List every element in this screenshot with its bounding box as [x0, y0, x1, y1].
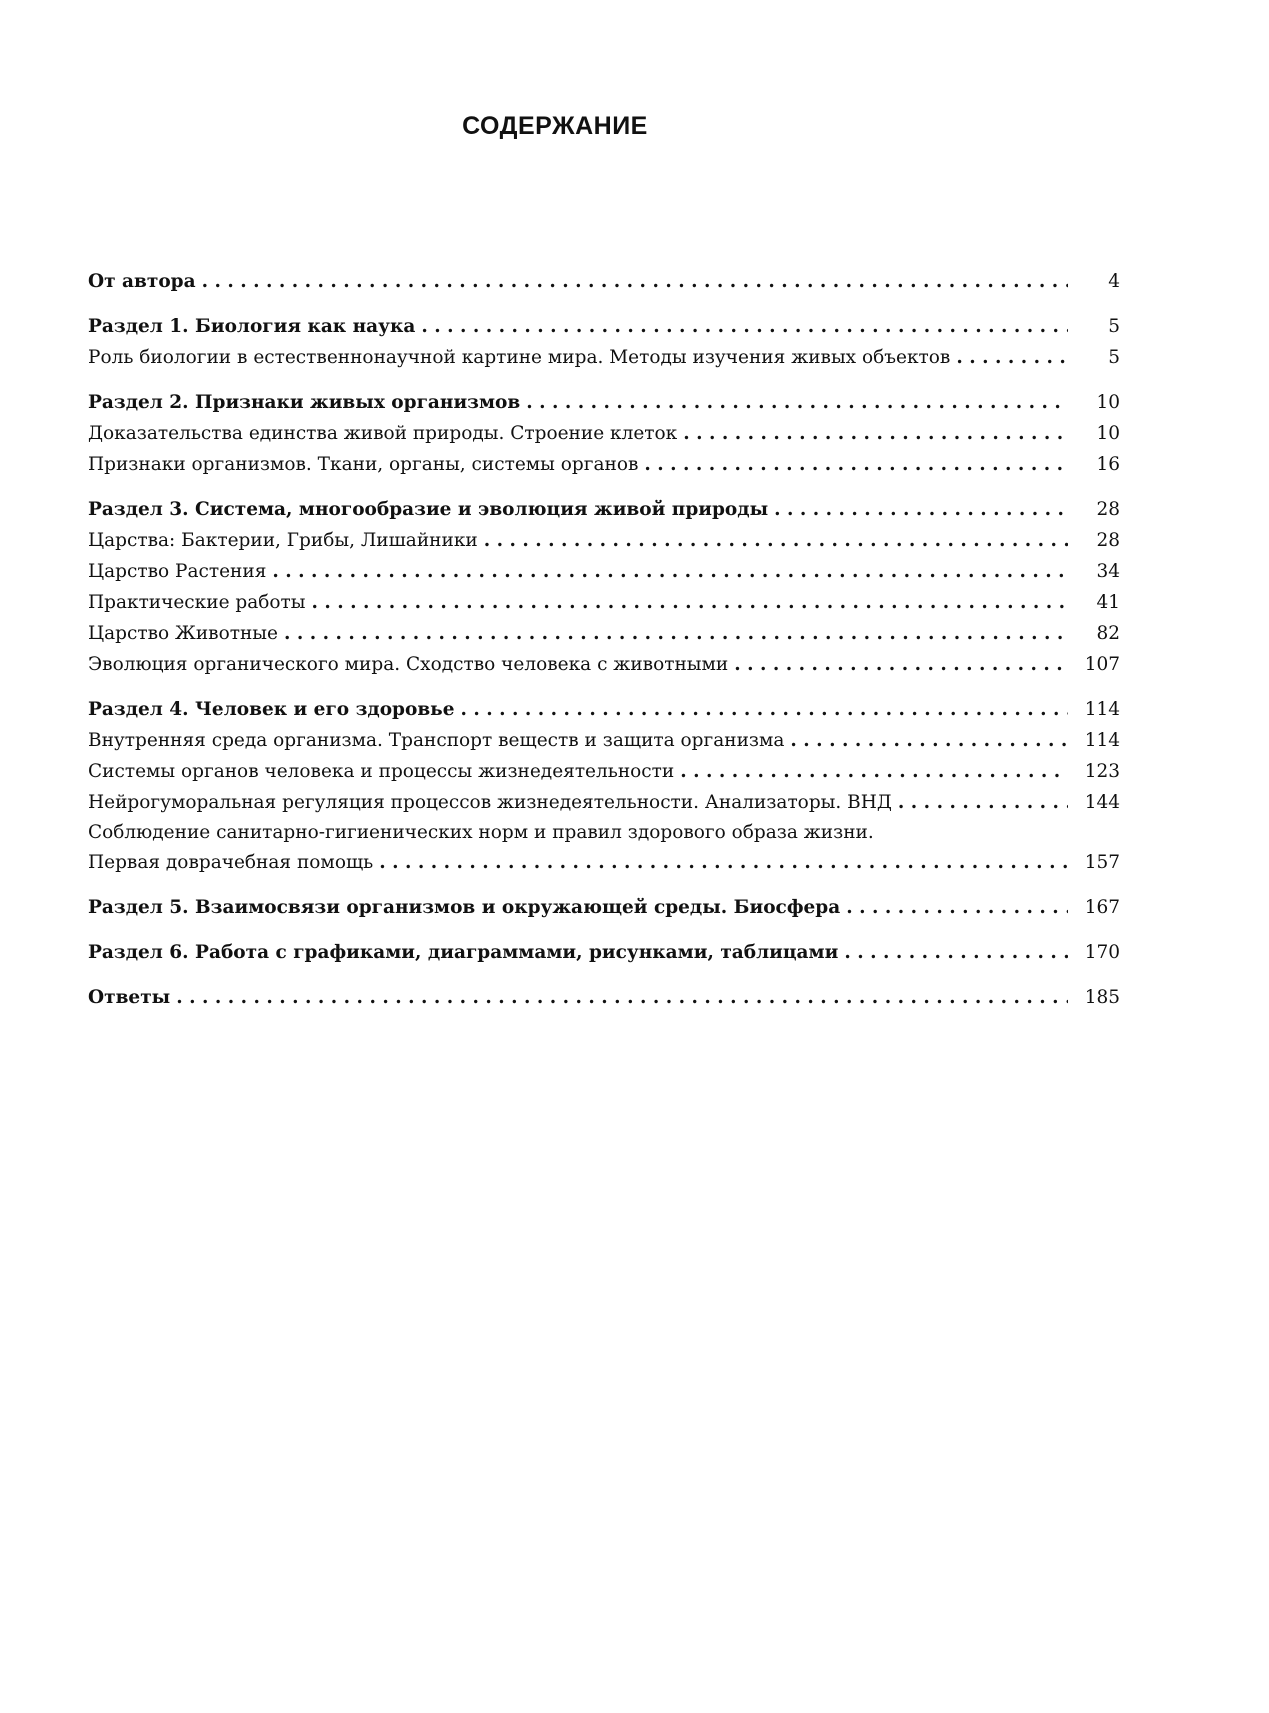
toc-entry-section-3-1[interactable]	[88, 525, 1120, 556]
toc-entry-label: Царство Животные	[88, 623, 278, 644]
toc-entry-section-4-4-line1[interactable]: Соблюдение санитарно-гигиенических норм и правил здорового образа жизни.	[88, 822, 874, 843]
toc-page-number: 170	[1084, 942, 1120, 963]
toc-entry-label: Ответы	[88, 987, 171, 1008]
dot-leader	[844, 937, 1068, 968]
toc-entry-section-4-1[interactable]	[88, 725, 1120, 756]
dot-leader	[379, 847, 1068, 878]
toc-page-number: 5	[1108, 347, 1120, 368]
dot-leader	[202, 266, 1068, 297]
dot-leader	[734, 649, 1068, 680]
toc-entry-section-2-1[interactable]	[88, 418, 1120, 449]
toc-entry-section-4-3[interactable]	[88, 787, 1120, 818]
toc-page-number: 144	[1084, 792, 1120, 813]
toc-page-number: 157	[1084, 852, 1120, 873]
toc-page-number: 28	[1096, 530, 1120, 551]
dot-leader	[284, 618, 1068, 649]
dot-leader	[683, 418, 1068, 449]
dot-leader	[526, 387, 1068, 418]
dot-leader	[312, 587, 1068, 618]
toc-entry-label: Раздел 4. Человек и его здоровье	[88, 699, 455, 720]
dot-leader	[774, 494, 1068, 525]
dot-leader	[790, 725, 1068, 756]
toc-page-number: 123	[1084, 761, 1120, 782]
toc-entry-section-4-4[interactable]	[88, 847, 1120, 878]
toc-entry-label: Доказательства единства живой природы. Строение клеток	[88, 423, 678, 444]
toc-page-number: 10	[1096, 423, 1120, 444]
toc-entry-label: Раздел 2. Признаки живых организмов	[88, 392, 521, 413]
toc-page-number: 167	[1084, 897, 1120, 918]
toc-entry-section-2[interactable]	[88, 387, 1120, 418]
toc-entry-section-3-5[interactable]	[88, 649, 1120, 680]
toc-entry-label: Системы органов человека и процессы жизнедеятельности	[88, 761, 675, 782]
table-of-contents	[88, 266, 1120, 1013]
toc-entry-answers[interactable]	[88, 982, 1120, 1013]
toc-entry-section-3[interactable]	[88, 494, 1120, 525]
toc-entry-label: Роль биологии в естественнонаучной картине мира. Методы изучения живых объектов	[88, 347, 951, 368]
dot-leader	[461, 694, 1069, 725]
toc-entry-label: Практические работы	[88, 592, 306, 613]
dot-leader	[421, 311, 1068, 342]
toc-entry-section-5[interactable]	[88, 892, 1120, 923]
toc-page-number: 28	[1096, 499, 1120, 520]
toc-entry-section-4-2[interactable]	[88, 756, 1120, 787]
toc-page-number: 34	[1096, 561, 1120, 582]
dot-leader	[644, 449, 1068, 480]
toc-entry-label: Раздел 3. Система, многообразие и эволюция живой природы	[88, 499, 769, 520]
dot-leader	[846, 892, 1068, 923]
toc-entry-from-author[interactable]	[88, 266, 1120, 297]
dot-leader	[898, 787, 1068, 818]
dot-leader	[272, 556, 1068, 587]
toc-entry-section-2-2[interactable]	[88, 449, 1120, 480]
toc-entry-section-3-3[interactable]	[88, 587, 1120, 618]
toc-entry-label: От автора	[88, 271, 196, 292]
toc-page-number: 114	[1084, 730, 1120, 751]
toc-entry-label: Первая доврачебная помощь	[88, 852, 374, 873]
toc-entry-section-3-2[interactable]	[88, 556, 1120, 587]
toc-page-number: 10	[1096, 392, 1120, 413]
toc-entry-label: Раздел 6. Работа с графиками, диаграммами, рисунками, таблицами	[88, 942, 839, 963]
toc-entry-section-6[interactable]	[88, 937, 1120, 968]
toc-entry-label: Царства: Бактерии, Грибы, Лишайники	[88, 530, 478, 551]
toc-entry-label: Эволюция органического мира. Сходство человека с животными	[88, 654, 729, 675]
toc-page-number: 185	[1084, 987, 1120, 1008]
dot-leader	[176, 982, 1068, 1013]
toc-entry-section-4[interactable]	[88, 694, 1120, 725]
toc-entry-label: Признаки организмов. Ткани, органы, системы органов	[88, 454, 639, 475]
toc-page-number: 41	[1096, 592, 1120, 613]
dot-leader	[680, 756, 1068, 787]
toc-page-number: 4	[1108, 271, 1120, 292]
dot-leader	[956, 342, 1068, 373]
toc-entry-label: Раздел 1. Биология как наука	[88, 316, 416, 337]
toc-page-number: 5	[1108, 316, 1120, 337]
toc-page-number: 114	[1084, 699, 1120, 720]
toc-entry-label: Раздел 5. Взаимосвязи организмов и окружающей среды. Биосфера	[88, 897, 841, 918]
toc-entry-label: Царство Растения	[88, 561, 267, 582]
toc-entry-label: Нейрогуморальная регуляция процессов жизнедеятельности. Анализаторы. ВНД	[88, 792, 892, 813]
toc-entry-section-1-1[interactable]	[88, 342, 1120, 373]
toc-entry-section-1[interactable]	[88, 311, 1120, 342]
page-title: СОДЕРЖАНИЕ	[462, 112, 648, 140]
dot-leader	[484, 525, 1068, 556]
toc-page-number: 82	[1096, 623, 1120, 644]
toc-entry-label: Внутренняя среда организма. Транспорт веществ и защита организма	[88, 730, 785, 751]
toc-entry-section-3-4[interactable]	[88, 618, 1120, 649]
toc-page-number: 16	[1096, 454, 1120, 475]
toc-page-number: 107	[1084, 654, 1120, 675]
